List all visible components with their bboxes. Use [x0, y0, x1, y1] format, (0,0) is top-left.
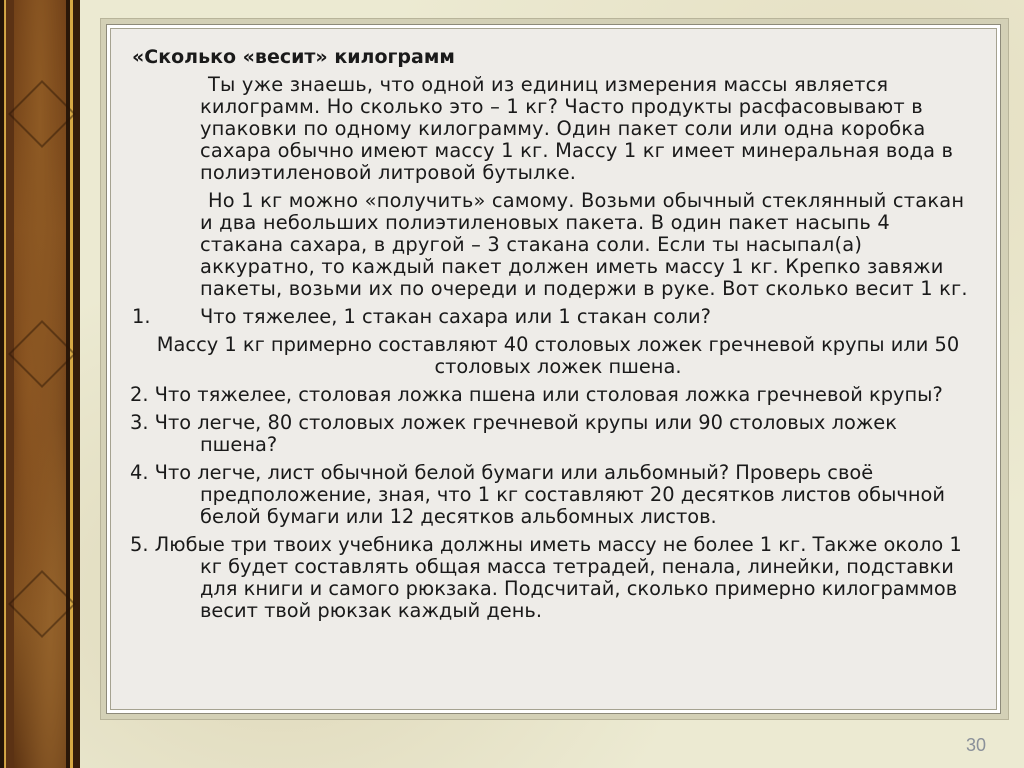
paragraph-intro: Ты уже знаешь, что одной из единиц измерения массы является килограмм. Но сколько это – 1 кг? Часто продукты расфасовывают в упаковки по одному килограмму. Один пакет соли или одна коробка сахара обычно имеют массу 1 кг. Массу 1 кг имеет минеральная вода в полиэтиленовой литровой бутылке. [200, 73, 954, 184]
page-number: 30 [965, 735, 986, 755]
question-item: 5. Любые три твоих учебника должны иметь массу не более 1 кг. Также около 1 кг будет составлять общая масса тетрадей, пенала, линейки, подставки для книги и самого рюкзака. Подсчитай, сколько примерно килограммов весит твой рюкзак каждый день. [130, 533, 962, 622]
paragraph-experiment: Но 1 кг можно «получить» самому. Возьми обычный стеклянный стакан и два небольших полиэтиленовых пакета. В один пакет насыпь 4 стакана сахара, в другой – 3 стакана соли. Если ты насыпал(а) аккуратно, то каждый пакет должен иметь массу 1 кг. Крепко завяжи пакеты, возьми их по очереди и подержи в руке. Вот сколько весит 1 кг. [200, 189, 968, 300]
question-item: 4. Что легче, лист обычной белой бумаги или альбомный? Проверь своё предположение, зная, что 1 кг составляют 20 десятков листов обычной белой бумаги или 12 десятков альбомных листов. [130, 461, 945, 528]
border-ornament [8, 570, 76, 638]
slide-content [128, 46, 978, 628]
border-ornament [8, 80, 76, 148]
question-item: 3. Что легче, 80 столовых ложек гречневой крупы или 90 столовых ложек пшена? [130, 411, 897, 456]
question-item [128, 306, 978, 328]
mass-note: Массу 1 кг примерно составляют 40 столовых ложек гречневой крупы или 50 столовых ложек пшена. [156, 333, 960, 378]
border-ornament [8, 320, 76, 388]
question-number: 1. [132, 305, 151, 328]
question-text: Что тяжелее, 1 стакан сахара или 1 стакан соли? [200, 305, 711, 328]
slide-title: «Сколько «весит» килограмм [132, 46, 455, 68]
decorative-left-border [0, 0, 80, 768]
question-item: 2. Что тяжелее, столовая ложка пшена или столовая ложка гречневой крупы? [130, 383, 943, 406]
